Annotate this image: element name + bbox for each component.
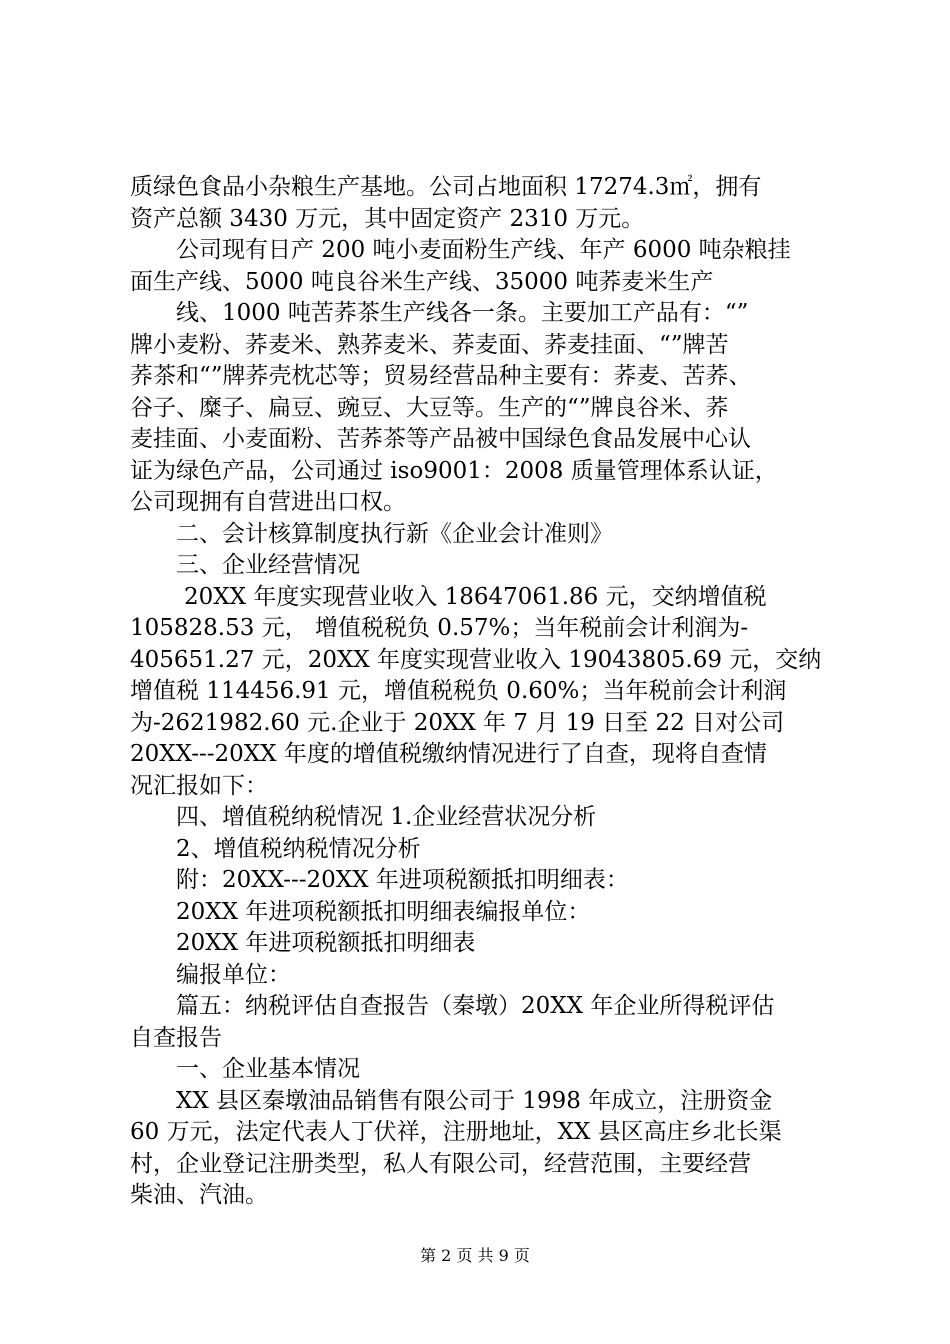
text-line: 资产总额 3430 万元，其中固定资产 2310 万元。 bbox=[130, 205, 645, 232]
text-line: 105828.53 元， 增值税税负 0.57%；当年税前会计利润为- bbox=[130, 615, 749, 641]
text-line: 2、增值税纳税情况分析 bbox=[176, 835, 421, 862]
text-line: 荞茶和“”牌荞壳枕芯等；贸易经营品种主要有：荞麦、苦荞、 bbox=[130, 363, 752, 389]
text-line: 牌小麦粉、荞麦米、熟荞麦米、荞麦面、荞麦挂面、“”牌苦 bbox=[130, 331, 729, 358]
text-line: 线、1000 吨苦荞茶生产线各一条。主要加工产品有：“” bbox=[176, 300, 749, 326]
text-line: 20XX 年进项税额抵扣明细表 bbox=[176, 930, 476, 956]
section-heading: 自查报告 bbox=[130, 1024, 222, 1051]
text-line: 村，企业登记注册类型，私人有限公司，经营范围，主要经营 bbox=[130, 1150, 751, 1177]
text-line: 质绿色食品小杂粮生产基地。公司占地面积 17274.3㎡，拥有 bbox=[130, 174, 762, 200]
text-line: 麦挂面、小麦面粉、苦荞茶等产品被中国绿色食品发展中心认 bbox=[130, 426, 751, 452]
text-line: 附：20XX---20XX 年进项税额抵扣明细表： bbox=[176, 867, 629, 893]
text-line: 为-2621982.60 元.企业于 20XX 年 7 月 19 日至 22 日对公司 bbox=[130, 709, 785, 736]
text-line: 面生产线、5000 吨良谷米生产线、35000 吨荞麦米生产 bbox=[130, 268, 714, 295]
text-line: 增值税 114456.91 元，增值税税负 0.60%；当年税前会计利润 bbox=[130, 678, 787, 704]
section-heading: 三、企业经营情况 bbox=[176, 552, 360, 578]
text-line: 20XX 年度实现营业收入 18647061.86 元，交纳增值税 bbox=[184, 583, 767, 610]
section-heading: 四、增值税纳税情况 1.企业经营状况分析 bbox=[176, 804, 597, 830]
text-line: 405651.27 元，20XX 年度实现营业收入 19043805.69 元，交纳 bbox=[130, 646, 822, 673]
document-body bbox=[130, 172, 830, 1212]
text-line: 60 万元，法定代表人丁伏祥，注册地址，XX 县区高庄乡北长渠 bbox=[130, 1119, 782, 1145]
text-line: 况汇报如下： bbox=[130, 772, 268, 799]
text-line: 柴油、汽油。 bbox=[130, 1182, 268, 1208]
text-line: 谷子、糜子、扁豆、豌豆、大豆等。生产的“”牌良谷米、荞 bbox=[130, 394, 729, 421]
text-line: 证为绿色产品，公司通过 iso9001：2008 质量管理体系认证， bbox=[130, 457, 778, 484]
text-line: 公司现有日产 200 吨小麦面粉生产线、年产 6000 吨杂粮挂 bbox=[176, 237, 791, 263]
text-line: XX 县区秦墩油品销售有限公司于 1998 年成立，注册资金 bbox=[176, 1087, 773, 1114]
text-line: 编报单位： bbox=[176, 961, 291, 988]
text-line: 20XX---20XX 年度的增值税缴纳情况进行了自查，现将自查情 bbox=[130, 741, 767, 767]
section-heading: 一、企业基本情况 bbox=[176, 1056, 360, 1082]
page-number-footer: 第 2 页 共 9 页 bbox=[420, 1246, 530, 1265]
section-heading: 二、会计核算制度执行新《企业会计准则》 bbox=[176, 520, 613, 547]
section-heading: 篇五：纳税评估自查报告（秦墩）20XX 年企业所得税评估 bbox=[176, 993, 775, 1019]
text-line: 20XX 年进项税额抵扣明细表编报单位： bbox=[176, 898, 591, 925]
text-line: 公司现拥有自营进出口权。 bbox=[130, 489, 406, 515]
